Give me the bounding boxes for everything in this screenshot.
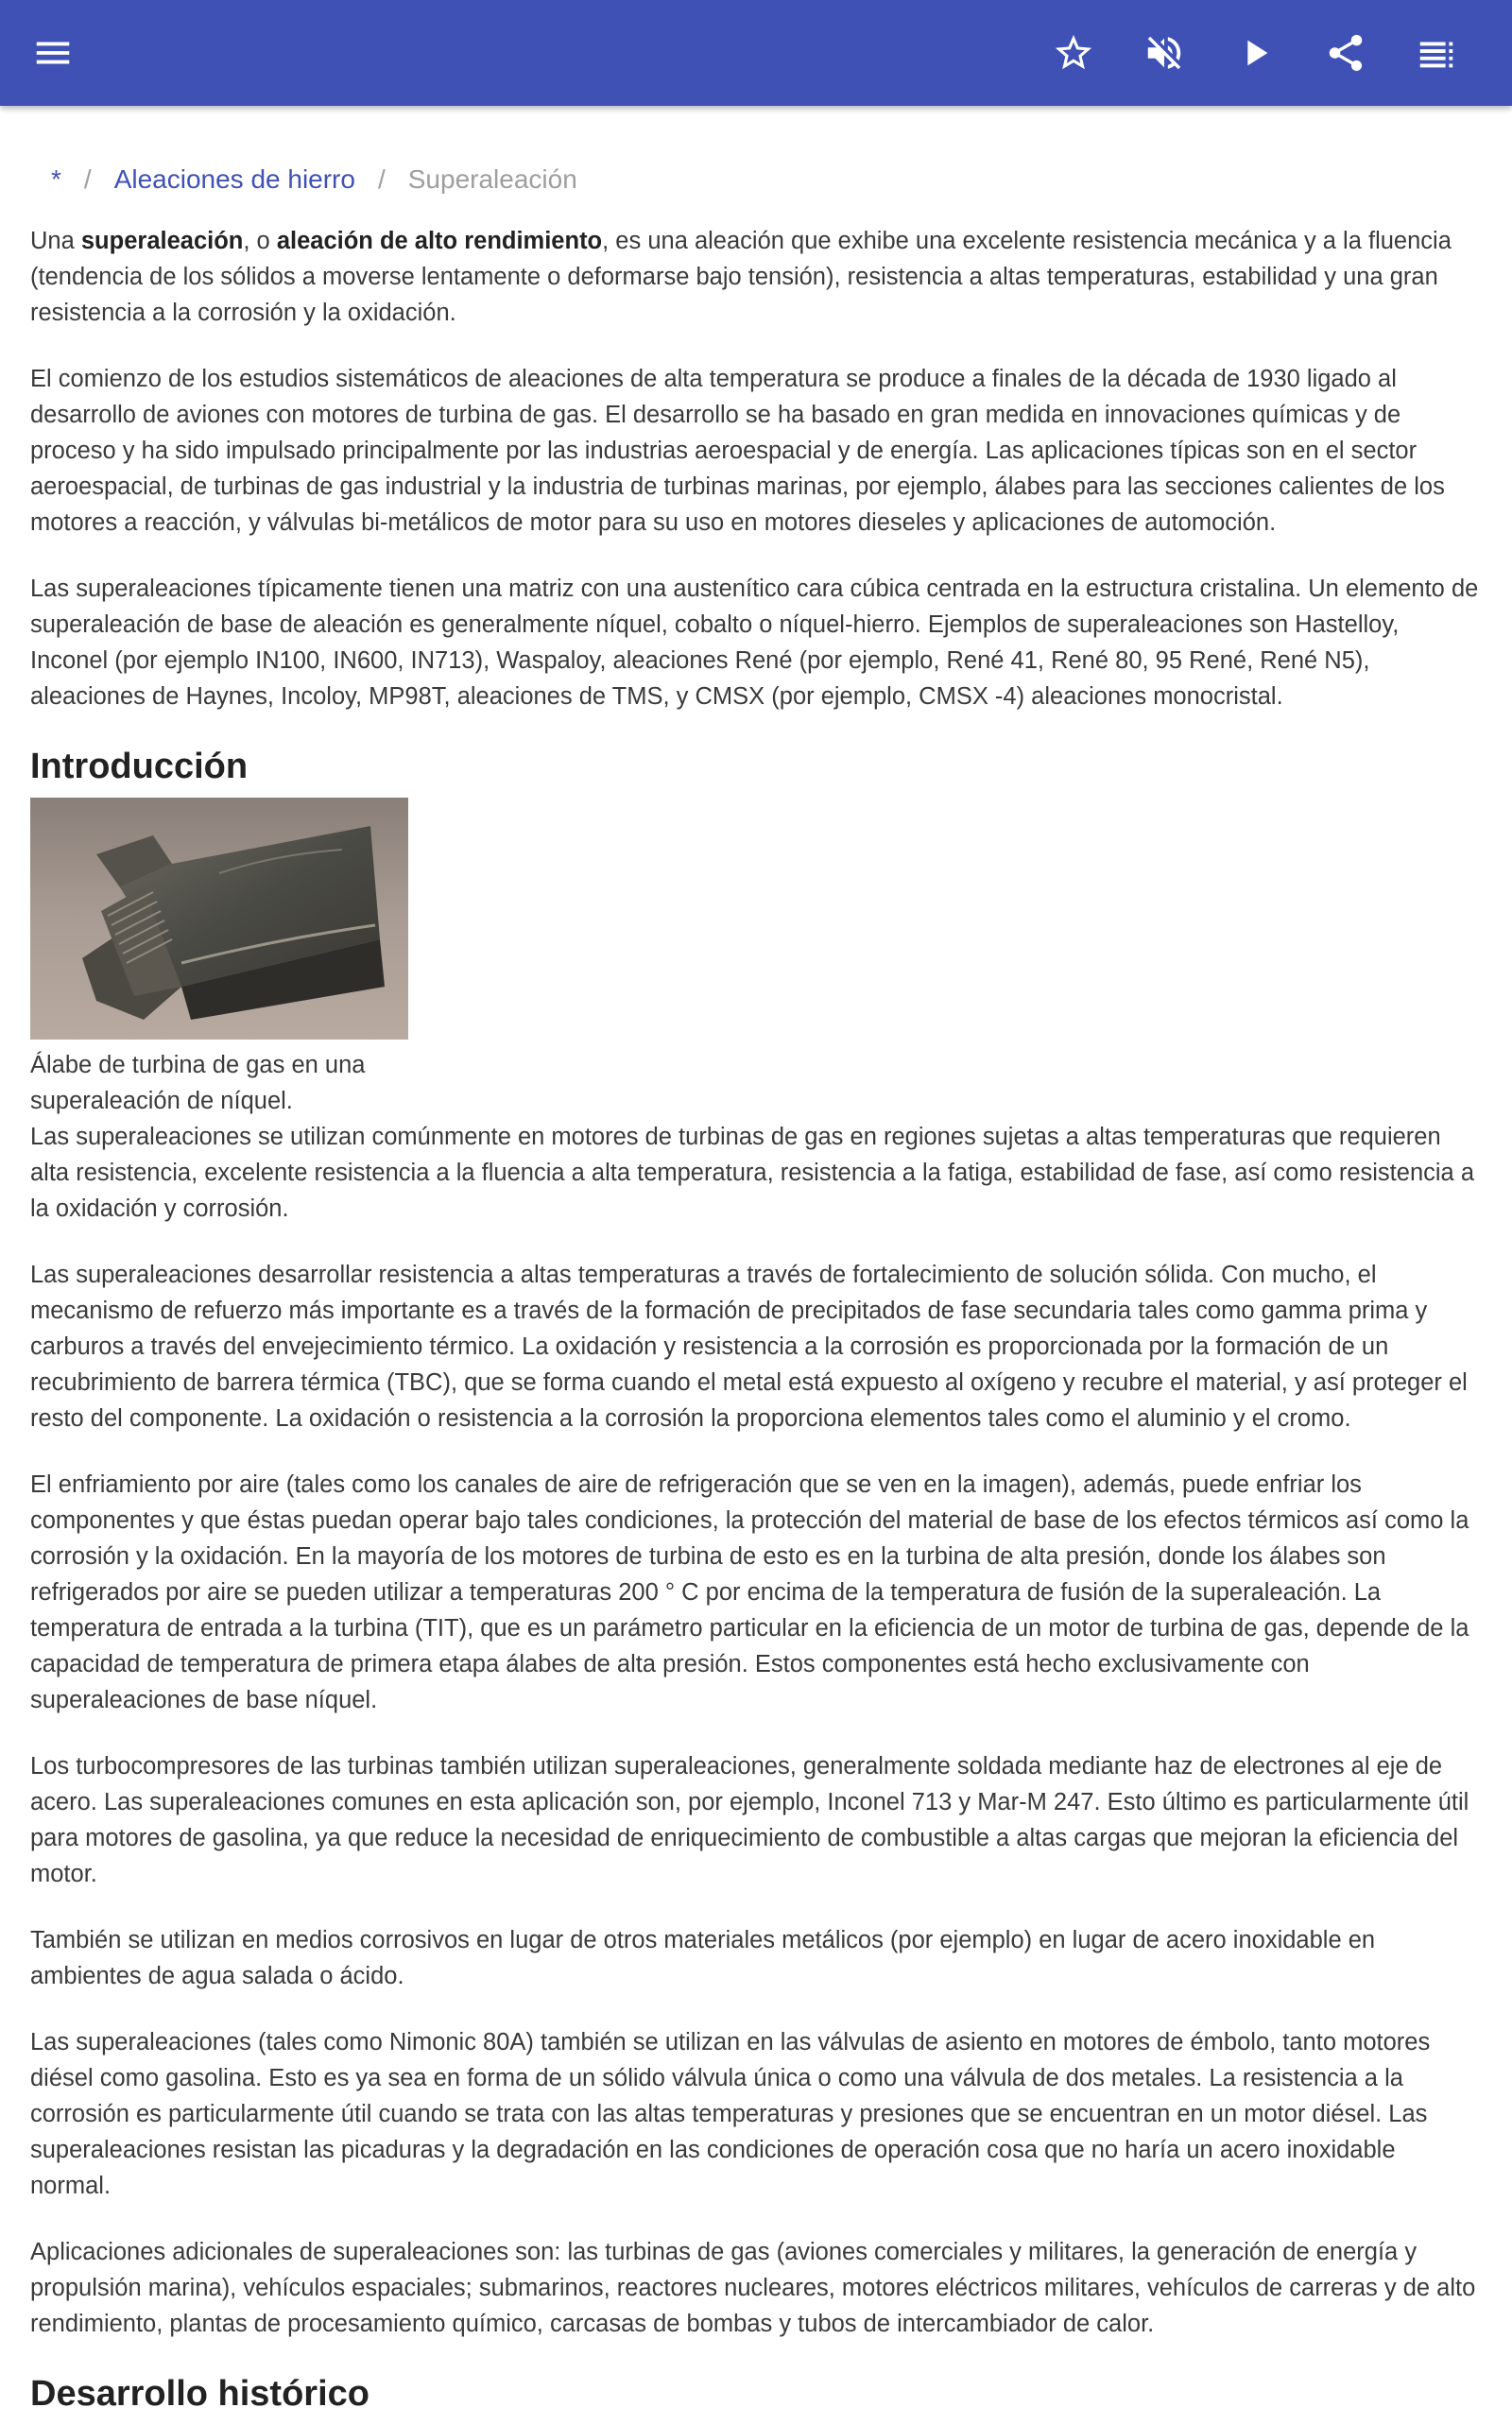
term-alto-rendimiento: aleación de alto rendimiento — [276, 228, 603, 254]
breadcrumb-separator: / — [377, 164, 386, 194]
volume-off-icon — [1143, 31, 1186, 75]
star-icon — [1052, 31, 1095, 75]
breadcrumb-parent-link[interactable]: Aleaciones de hierro — [113, 164, 355, 194]
menu-button[interactable] — [23, 23, 83, 83]
body-paragraph: El enfriamiento por aire (tales como los canales de aire de refrigeración que se ven en la imagen), además, puede enfriar los componentes y que éstas puedan operar bajo tales condiciones, la protección del material de base de los efectos térmicos así como la corrosión y la oxidación. En la mayoría de los motores de turbina de esto es en la turbina de alta presión, donde los álabes son refrigerados por aire se pueden utilizar a temperaturas 200 ° C por encima de la temperatura de fusión de la superaleación. La temperatura de entrada a la turbina (TIT), que es un parámetro particular en la eficiencia de un motor de turbina de gas, depende de la capacidad de temperatura de primera etapa álabes de alta presión. Estos componentes está hecho exclusivamente con superaleaciones de base níquel. — [30, 1471, 1469, 1713]
breadcrumb-separator: / — [83, 164, 92, 194]
intro-text: , o — [243, 228, 277, 254]
contents-button[interactable] — [1406, 23, 1467, 83]
turbine-blade-image[interactable] — [30, 798, 408, 1040]
intro-text: , es una aleación que exhibe una excelente resistencia mecánica y a la fluencia (tendencia de los sólidos a moverse lentamente o deformarse bajo tensión), resistencia a altas temperaturas, estabilidad y una gran resistencia a la corrosión y la oxidación. — [30, 228, 1452, 326]
mute-button[interactable] — [1134, 23, 1194, 83]
intro-paragraph: Las superaleaciones típicamente tienen una matriz con una austenítico cara cúbica centrada en la estructura cristalina. Un elemento de superaleación de base de aleación es generalmente níquel, cobalto o níquel-hierro. Ejemplos de superaleaciones son Hastelloy, Inconel (por ejemplo IN100, IN600, IN713), Waspaloy, aleaciones René (por ejemplo, René 41, René 80, 95 René, René N5), aleaciones de Haynes, Incoloy, MP98T, aleaciones de TMS, y CMSX (por ejemplo, CMSX -4) aleaciones monocristal. — [30, 576, 1479, 710]
share-icon — [1324, 31, 1367, 75]
app-bar — [0, 0, 1512, 106]
favorite-button[interactable] — [1043, 23, 1104, 83]
intro-paragraph — [30, 223, 1482, 331]
breadcrumb-current: Superaleación — [407, 164, 577, 194]
list-icon — [1415, 31, 1458, 75]
body-paragraph: Las superaleaciones desarrollar resistencia a altas temperaturas a través de fortalecimiento de solución sólida. Con mucho, el mecanismo de refuerzo más importante es a través de la formación de precipitados de fase secundaria tales como gamma prima y carburos a través del envejecimiento térmico. La oxidación y resistencia a la corrosión es proporcionada por la formación de un recubrimiento de barrera térmica (TBC), que se forma cuando el metal está expuesto al oxígeno y recubre el material, y así proteger el resto del componente. La oxidación o resistencia a la corrosión la proporciona elementos tales como el aluminio y el cromo. — [30, 1262, 1468, 1432]
figure-caption: Álabe de turbina de gas en una superaleación de níquel. — [30, 1052, 366, 1114]
intro-text: Una — [30, 228, 81, 254]
figure-turbine-blade — [30, 798, 408, 1119]
body-paragraph: También se utilizan en medios corrosivos en lugar de otros materiales metálicos (por ejemplo) en lugar de acero inoxidable en ambientes de agua salada o ácido. — [30, 1927, 1376, 1989]
term-superaleacion: superaleación — [80, 228, 244, 254]
body-paragraph: Aplicaciones adicionales de superaleaciones son: las turbinas de gas (aviones comerciales y militares, la generación de energía y propulsión marina), vehículos espaciales; submarinos, reactores nucleares, motores eléctricos militares, vehículos de carreras y de alto rendimiento, plantas de procesamiento químico, carcasas de bombas y tubos de intercambiador de calor. — [30, 2239, 1476, 2337]
menu-icon — [31, 31, 75, 75]
body-paragraph: Las superaleaciones se utilizan comúnmente en motores de turbinas de gas en regiones sujetas a altas temperaturas que requieren alta resistencia, excelente resistencia a la fluencia a alta temperatura, resistencia a la fatiga, estabilidad de fase, así como resistencia a la oxidación y corrosión. — [30, 1124, 1474, 1222]
intro-paragraph: El comienzo de los estudios sistemáticos de aleaciones de alta temperatura se produce a finales de la década de 1930 ligado al desarrollo de aviones con motores de turbina de gas. El desarrollo se ha basado en gran medida en innovaciones químicas y de proceso y ha sido impulsado principalmente por las industrias aeroespacial y de energía. Las aplicaciones típicas son en el sector aeroespacial, de turbinas de gas industrial y la industria de turbinas marinas, por ejemplo, álabes para las secciones calientes de los motores a reacción, y válvulas bi-metálicos de motor para su uso en motores dieseles y aplicaciones de automoción. — [30, 366, 1445, 536]
article — [30, 159, 1482, 2425]
share-button[interactable] — [1315, 23, 1376, 83]
play-icon — [1233, 31, 1277, 75]
breadcrumb — [51, 151, 1482, 208]
body-paragraph: Los turbocompresores de las turbinas también utilizan superaleaciones, generalmente soldada mediante haz de electrones al eje de acero. Las superaleaciones comunes en esta aplicación son, por ejemplo, Inconel 713 y Mar-M 247. Esto último es particularmente útil para motores de gasolina, ya que reduce la necesidad de enriquecimiento de combustible a altas cargas que mejoran la eficiencia del motor. — [30, 1753, 1469, 1887]
play-button[interactable] — [1225, 23, 1285, 83]
section-heading-introduccion: Introducción — [30, 747, 249, 786]
body-paragraph: Las superaleaciones (tales como Nimonic 80A) también se utilizan en las válvulas de asiento en motores de émbolo, tanto motores diésel como gasolina. Esto es ya sea en forma de un sólido válvula única o como una válvula de dos metales. La resistencia a la corrosión es particularmente útil cuando se trata con las altas temperaturas y presiones que se encuentran en un motor diésel. Las superaleaciones resistan las picaduras y la degradación en las condiciones de operación cosa que no haría un acero inoxidable normal. — [30, 2029, 1431, 2199]
breadcrumb-home-link[interactable]: * — [51, 164, 61, 194]
section-heading-desarrollo-historico: Desarrollo histórico — [30, 2374, 369, 2414]
